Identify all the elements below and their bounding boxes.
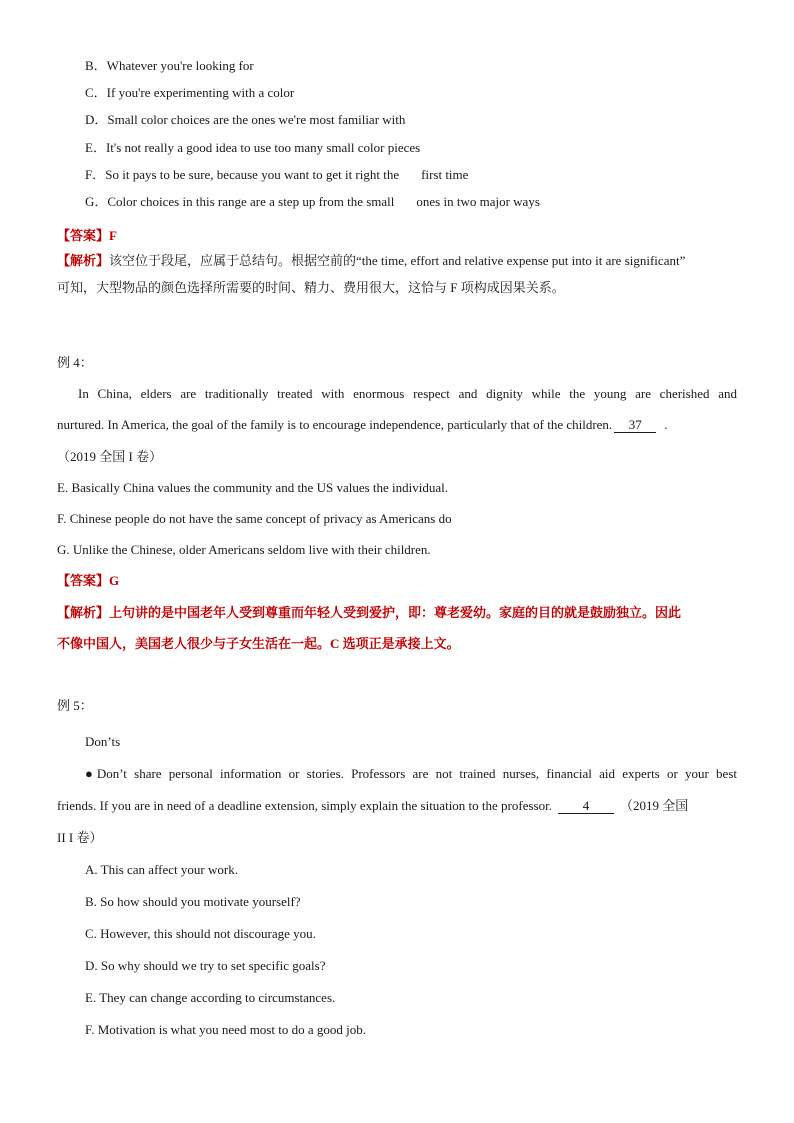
source: （2019 全国 [619, 798, 689, 813]
option-text-cont: first time [421, 167, 469, 182]
option-letter: D． [85, 112, 108, 127]
answer-label: 【答案】 [57, 573, 110, 588]
answer-value: F [109, 228, 117, 243]
example-4-analysis-line-2: 不像中国人，美国老人很少与子女生活在一起。C 选项正是承接上文。 [57, 636, 460, 651]
analysis-line-2: 可知，大型物品的颜色选择所需要的时间、精力、费用很大，这恰与 F 项构成因果关系。 [57, 280, 565, 295]
example-5-option-e: E. They can change according to circumstances. [85, 990, 336, 1005]
option-text: If you're experimenting with a color [106, 85, 295, 100]
option-text: Small color choices are the ones we're most familiar with [107, 112, 406, 127]
example-4-heading: 例 4： [57, 355, 93, 370]
example-5-option-a: A. This can affect your work. [85, 862, 238, 877]
example-5-option-c: C. However, this should not discourage you. [85, 926, 316, 941]
example-5-paragraph-line-2 [57, 798, 688, 814]
option-letter: C． [85, 85, 107, 100]
option-text-cont: ones in two major ways [416, 194, 540, 209]
paragraph-text: friends. If you are in need of a deadline extension, simply explain the situation to the professor. [57, 798, 552, 813]
example-4-paragraph-line-1: In China, elders are traditionally treated with enormous respect and dignity while the young are cherished and [78, 386, 737, 401]
option-letter: E． [85, 140, 106, 155]
example-5-option-b: B. So how should you motivate yourself? [85, 894, 301, 909]
answer-label: 【答案】 [57, 228, 110, 243]
example-4-option-e: E. Basically China values the community and the US values the individual. [57, 480, 449, 495]
option-d [85, 112, 405, 128]
example-4-paragraph-line-2 [57, 417, 667, 433]
answer-line [57, 228, 117, 244]
example-4-option-f: F. Chinese people do not have the same concept of privacy as Americans do [57, 511, 452, 526]
option-e [85, 140, 420, 156]
example-5-paragraph-line-1: ●Don’t share personal information or stories. Professors are not trained nurses, financial aid experts or your best [85, 766, 737, 781]
example-5-subheading: Don’ts [85, 734, 121, 749]
paragraph-text: nurtured. In America, the goal of the family is to encourage independence, particularly that of the children. [57, 417, 613, 432]
example-4-option-g: G. Unlike the Chinese, older Americans seldom live with their children. [57, 542, 431, 557]
option-c [85, 85, 294, 101]
option-letter: G． [85, 194, 108, 209]
option-g [85, 194, 540, 210]
example-4-analysis-line-1 [57, 605, 681, 621]
option-f [85, 167, 468, 183]
answer-blank: 37 [614, 418, 656, 433]
example-4-answer [57, 573, 119, 589]
analysis-label: 【解析】 [57, 253, 110, 268]
option-letter: B． [85, 58, 107, 73]
example-4-source: （2019 全国 I 卷） [57, 449, 163, 464]
option-b [85, 58, 254, 74]
option-letter: F． [85, 167, 106, 182]
analysis-label: 【解析】 [57, 605, 110, 620]
answer-value: G [109, 573, 120, 588]
period: . [664, 417, 668, 432]
example-5-source-cont: II I 卷） [57, 830, 103, 845]
answer-blank: 4 [558, 799, 614, 814]
example-5-heading: 例 5： [57, 698, 93, 713]
option-text: Color choices in this range are a step up from the small [107, 194, 395, 209]
analysis-line-1 [57, 253, 737, 269]
option-text: Whatever you're looking for [106, 58, 254, 73]
option-text: It's not really a good idea to use too many small color pieces [105, 140, 421, 155]
option-text: So it pays to be sure, because you want to get it right the [105, 167, 400, 182]
example-5-option-d: D. So why should we try to set specific goals? [85, 958, 326, 973]
analysis-text: 上句讲的是中国老年人受到尊重而年轻人受到爱护，即：尊老爱幼。家庭的目的就是鼓励独立。因此 [109, 605, 682, 620]
example-5-option-f: F. Motivation is what you need most to do a good job. [85, 1022, 366, 1037]
analysis-text: 该空位于段尾，应属于总结句。根据空前的“the time, effort and relative expense put into it are significant” [109, 253, 686, 268]
